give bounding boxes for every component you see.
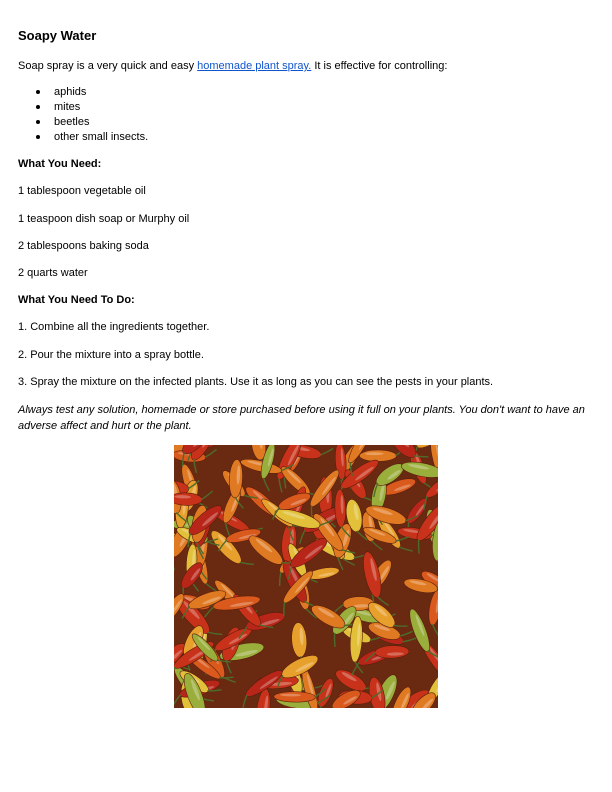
bullet-icon (36, 120, 40, 124)
list-item-label: mites (54, 101, 81, 113)
list-item (36, 85, 148, 100)
ingredient-item: 1 tablespoon vegetable oil (18, 185, 146, 197)
list-item-label: other small insects. (54, 131, 149, 143)
step-item: 3. Spray the mixture on the infected plants. Use it as long as you can see the pests in your plants. (18, 376, 494, 388)
list-item-label: aphids (54, 86, 87, 98)
bullet-icon (36, 90, 40, 94)
chili-peppers-image (174, 445, 438, 708)
ingredient-item: 2 quarts water (18, 267, 88, 279)
ingredient-item: 1 teaspoon dish soap or Murphy oil (18, 213, 190, 225)
what-you-need-to-do-heading: What You Need To Do: (18, 294, 135, 306)
bullet-icon (36, 135, 40, 139)
chili-peppers-photo (174, 445, 438, 708)
list-item (36, 100, 148, 115)
pepper-shape (425, 589, 438, 637)
step-item: 2. Pour the mixture into a spray bottle. (18, 349, 204, 361)
list-item (36, 115, 148, 130)
page-title: Soapy Water (18, 28, 97, 43)
pest-list (36, 85, 148, 145)
testing-note: Always test any solution, homemade or store purchased before using it full on your plants. You don't want to have an adverse affect and hurt or the plant. (18, 404, 585, 432)
intro-paragraph (18, 59, 447, 73)
list-item (36, 130, 148, 145)
homemade-plant-spray-link[interactable]: homemade plant spray. (197, 60, 312, 72)
list-item-label: beetles (54, 116, 90, 128)
intro-text-after: It is effective for controlling: (311, 60, 448, 72)
bullet-icon (36, 105, 40, 109)
step-item: 1. Combine all the ingredients together. (18, 321, 210, 333)
intro-text-before: Soap spray is a very quick and easy (18, 60, 198, 72)
ingredient-item: 2 tablespoons baking soda (18, 240, 149, 252)
what-you-need-heading: What You Need: (18, 158, 102, 170)
